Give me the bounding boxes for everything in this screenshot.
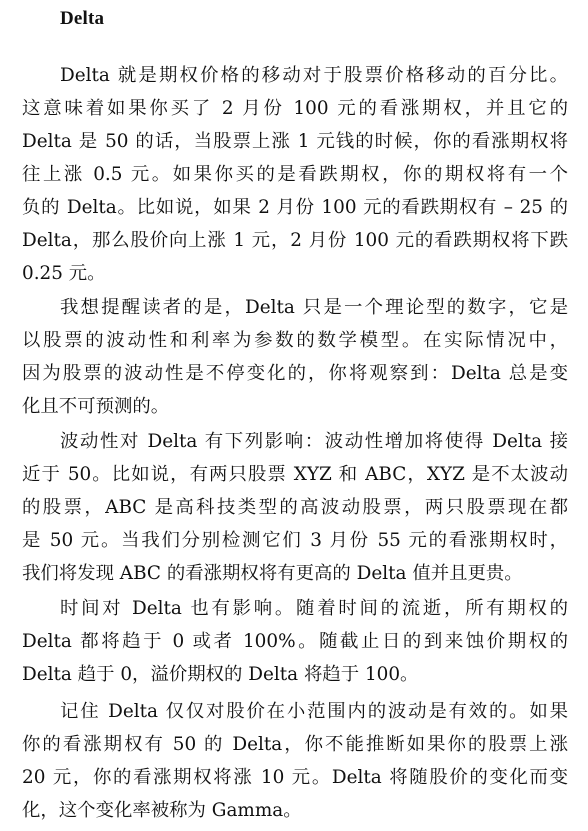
paragraph-5-line-2: 你的看涨期权有 50 的 Delta，你不能推断如果你的股票上涨	[22, 734, 568, 755]
paragraph-3-line-2: 近于 50。比如说，有两只股票 XYZ 和 ABC，XYZ 是不太波动	[22, 464, 568, 485]
section-heading: Delta	[60, 8, 105, 29]
paragraph-1-line-6: Delta，那么股价向上涨 1 元，2 月份 100 元的看跌期权将下跌	[22, 230, 568, 251]
paragraph-1-line-7: 0.25 元。	[22, 263, 106, 284]
paragraph-5-line-3: 20 元，你的看涨期权将涨 10 元。Delta 将随股价的变化而变	[22, 767, 568, 788]
paragraph-1-line-5: 负的 Delta。比如说，如果 2 月份 100 元的看跌期权有 – 25 的	[22, 197, 568, 218]
paragraph-3-line-5: 我们将发现 ABC 的看涨期权将有更高的 Delta 值并且更贵。	[22, 563, 523, 584]
paragraph-1-line-2: 这意味着如果你买了 2 月份 100 元的看涨期权，并且它的	[22, 98, 568, 119]
paragraph-2-line-4: 化且不可预测的。	[22, 396, 170, 417]
paragraph-1-line-1: Delta 就是期权价格的移动对于股票价格移动的百分比。	[60, 65, 568, 86]
paragraph-4-line-3: Delta 趋于 0，溢价期权的 Delta 将趋于 100。	[22, 664, 419, 685]
paragraph-3-line-4: 是 50 元。当我们分别检测它们 3 月份 55 元的看涨期权时，	[22, 530, 568, 551]
paragraph-4-line-2: Delta 都将趋于 0 或者 100%。随截止日的到来蚀价期权的	[22, 631, 568, 652]
paragraph-5-line-1: 记住 Delta 仅仅对股价在小范围内的波动是有效的。如果	[60, 701, 568, 722]
paragraph-3-line-3: 的股票，ABC 是高科技类型的高波动股票，两只股票现在都	[22, 497, 568, 518]
paragraph-4-line-1: 时间对 Delta 也有影响。随着时间的流逝，所有期权的	[60, 598, 568, 619]
paragraph-3-line-1: 波动性对 Delta 有下列影响：波动性增加将使得 Delta 接	[60, 431, 568, 452]
paragraph-2-line-2: 以股票的波动性和利率为参数的数学模型。在实际情况中，	[22, 330, 568, 351]
paragraph-5-line-4: 化，这个变化率被称为 Gamma。	[22, 800, 302, 821]
paragraph-2-line-3: 因为股票的波动性是不停变化的，你将观察到：Delta 总是变	[22, 363, 568, 384]
paragraph-1-line-4: 往上涨 0.5 元。如果你买的是看跌期权，你的期权将有一个	[22, 164, 568, 185]
paragraph-2-line-1: 我想提醒读者的是，Delta 只是一个理论型的数字，它是	[60, 297, 568, 318]
paragraph-1-line-3: Delta 是 50 的话，当股票上涨 1 元钱的时候，你的看涨期权将	[22, 131, 568, 152]
